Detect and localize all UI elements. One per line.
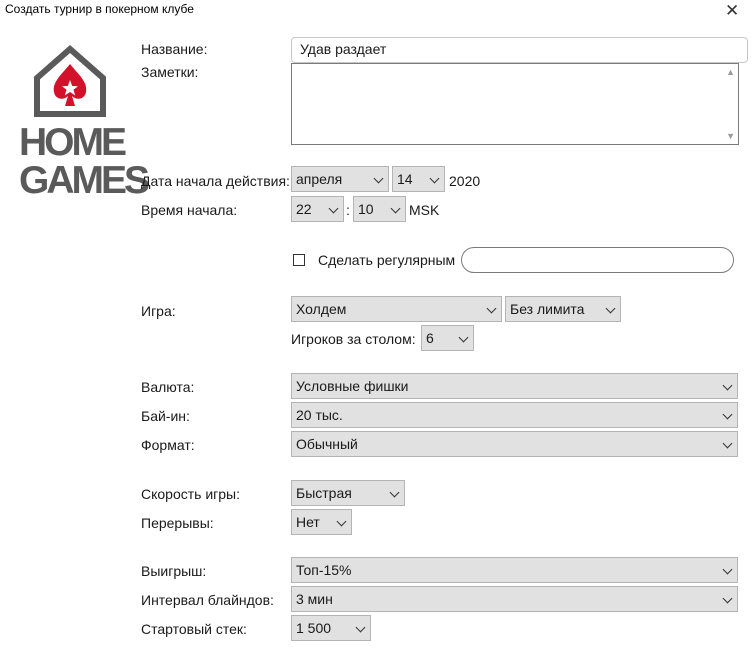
scroll-up-icon[interactable]: ▲ bbox=[726, 67, 735, 77]
buyin-value: 20 тыс. bbox=[296, 407, 343, 423]
name-input-value: Удав раздает bbox=[300, 41, 387, 57]
players-select[interactable] bbox=[421, 325, 474, 351]
payout-label: Выигрыш: bbox=[141, 563, 207, 579]
logo-games-text: GAMES bbox=[19, 159, 148, 202]
notes-scrollbar[interactable] bbox=[722, 64, 738, 144]
timezone-text: MSK bbox=[409, 202, 440, 218]
start-time-label: Время начала: bbox=[141, 202, 238, 218]
breaks-label: Перерывы: bbox=[141, 515, 214, 531]
time-separator: : bbox=[346, 202, 350, 218]
currency-label: Валюта: bbox=[141, 379, 195, 395]
recurring-checkbox[interactable] bbox=[293, 254, 305, 266]
blind-interval-label: Интервал блайндов: bbox=[141, 592, 274, 608]
chevron-down-icon bbox=[606, 304, 616, 314]
home-games-logo bbox=[19, 44, 148, 202]
payout-value: Топ-15% bbox=[296, 562, 352, 578]
buyin-select[interactable] bbox=[291, 402, 738, 428]
blind-interval-select[interactable] bbox=[291, 586, 738, 612]
chevron-down-icon bbox=[374, 174, 384, 184]
window-title: Создать турнир в покерном клубе bbox=[5, 2, 194, 16]
day-value: 14 bbox=[397, 171, 413, 187]
currency-value: Условные фишки bbox=[296, 378, 409, 394]
chevron-down-icon bbox=[391, 204, 401, 214]
chevron-down-icon bbox=[723, 381, 733, 391]
players-label: Игроков за столом: bbox=[291, 331, 416, 347]
month-select[interactable] bbox=[291, 166, 389, 192]
format-select[interactable] bbox=[291, 431, 738, 457]
limit-value: Без лимита bbox=[510, 301, 585, 317]
year-text: 2020 bbox=[449, 173, 481, 189]
chevron-down-icon bbox=[723, 410, 733, 420]
chevron-down-icon bbox=[723, 594, 733, 604]
recurring-label: Сделать регулярным bbox=[318, 252, 456, 268]
starting-stack-label: Стартовый стек: bbox=[141, 621, 247, 637]
limit-select[interactable] bbox=[505, 296, 621, 322]
game-type-select[interactable] bbox=[291, 296, 502, 322]
speed-label: Скорость игры: bbox=[141, 486, 241, 502]
game-type-value: Холдем bbox=[296, 301, 347, 317]
starting-stack-select[interactable] bbox=[291, 615, 371, 641]
breaks-value: Нет bbox=[296, 514, 320, 530]
speed-value: Быстрая bbox=[296, 485, 352, 501]
name-input[interactable] bbox=[291, 37, 748, 63]
logo-home-text: HOME bbox=[19, 121, 124, 164]
month-value: апреля bbox=[296, 171, 343, 187]
breaks-select[interactable] bbox=[291, 509, 352, 535]
blind-interval-value: 3 мин bbox=[296, 591, 333, 607]
format-value: Обычный bbox=[296, 436, 358, 452]
minute-value: 10 bbox=[358, 201, 374, 217]
game-label: Игра: bbox=[141, 303, 176, 319]
notes-label: Заметки: bbox=[141, 64, 199, 80]
notes-textarea[interactable] bbox=[291, 63, 739, 145]
name-label: Название: bbox=[141, 41, 208, 57]
chevron-down-icon bbox=[487, 304, 497, 314]
starting-stack-value: 1 500 bbox=[296, 620, 332, 636]
chevron-down-icon bbox=[723, 439, 733, 449]
chevron-down-icon bbox=[390, 488, 400, 498]
title-bar bbox=[0, 0, 755, 24]
payout-select[interactable] bbox=[291, 557, 738, 583]
minute-select[interactable] bbox=[353, 196, 406, 222]
chevron-down-icon bbox=[430, 174, 440, 184]
chevron-down-icon bbox=[329, 204, 339, 214]
scroll-down-icon[interactable]: ▼ bbox=[726, 131, 735, 141]
speed-select[interactable] bbox=[291, 480, 405, 506]
start-date-label: Дата начала действия: bbox=[141, 173, 290, 189]
players-value: 6 bbox=[426, 330, 434, 346]
house-spade-icon bbox=[19, 44, 125, 118]
currency-select[interactable] bbox=[291, 373, 738, 399]
chevron-down-icon bbox=[337, 517, 347, 527]
chevron-down-icon bbox=[356, 623, 366, 633]
hour-value: 22 bbox=[296, 201, 312, 217]
chevron-down-icon bbox=[723, 565, 733, 575]
chevron-down-icon bbox=[459, 333, 469, 343]
hour-select[interactable] bbox=[291, 196, 344, 222]
buyin-label: Бай-ин: bbox=[141, 408, 190, 424]
day-select[interactable] bbox=[392, 166, 445, 192]
recurring-schedule-field[interactable] bbox=[461, 247, 734, 273]
close-icon[interactable]: ✕ bbox=[725, 1, 740, 20]
format-label: Формат: bbox=[141, 437, 195, 453]
